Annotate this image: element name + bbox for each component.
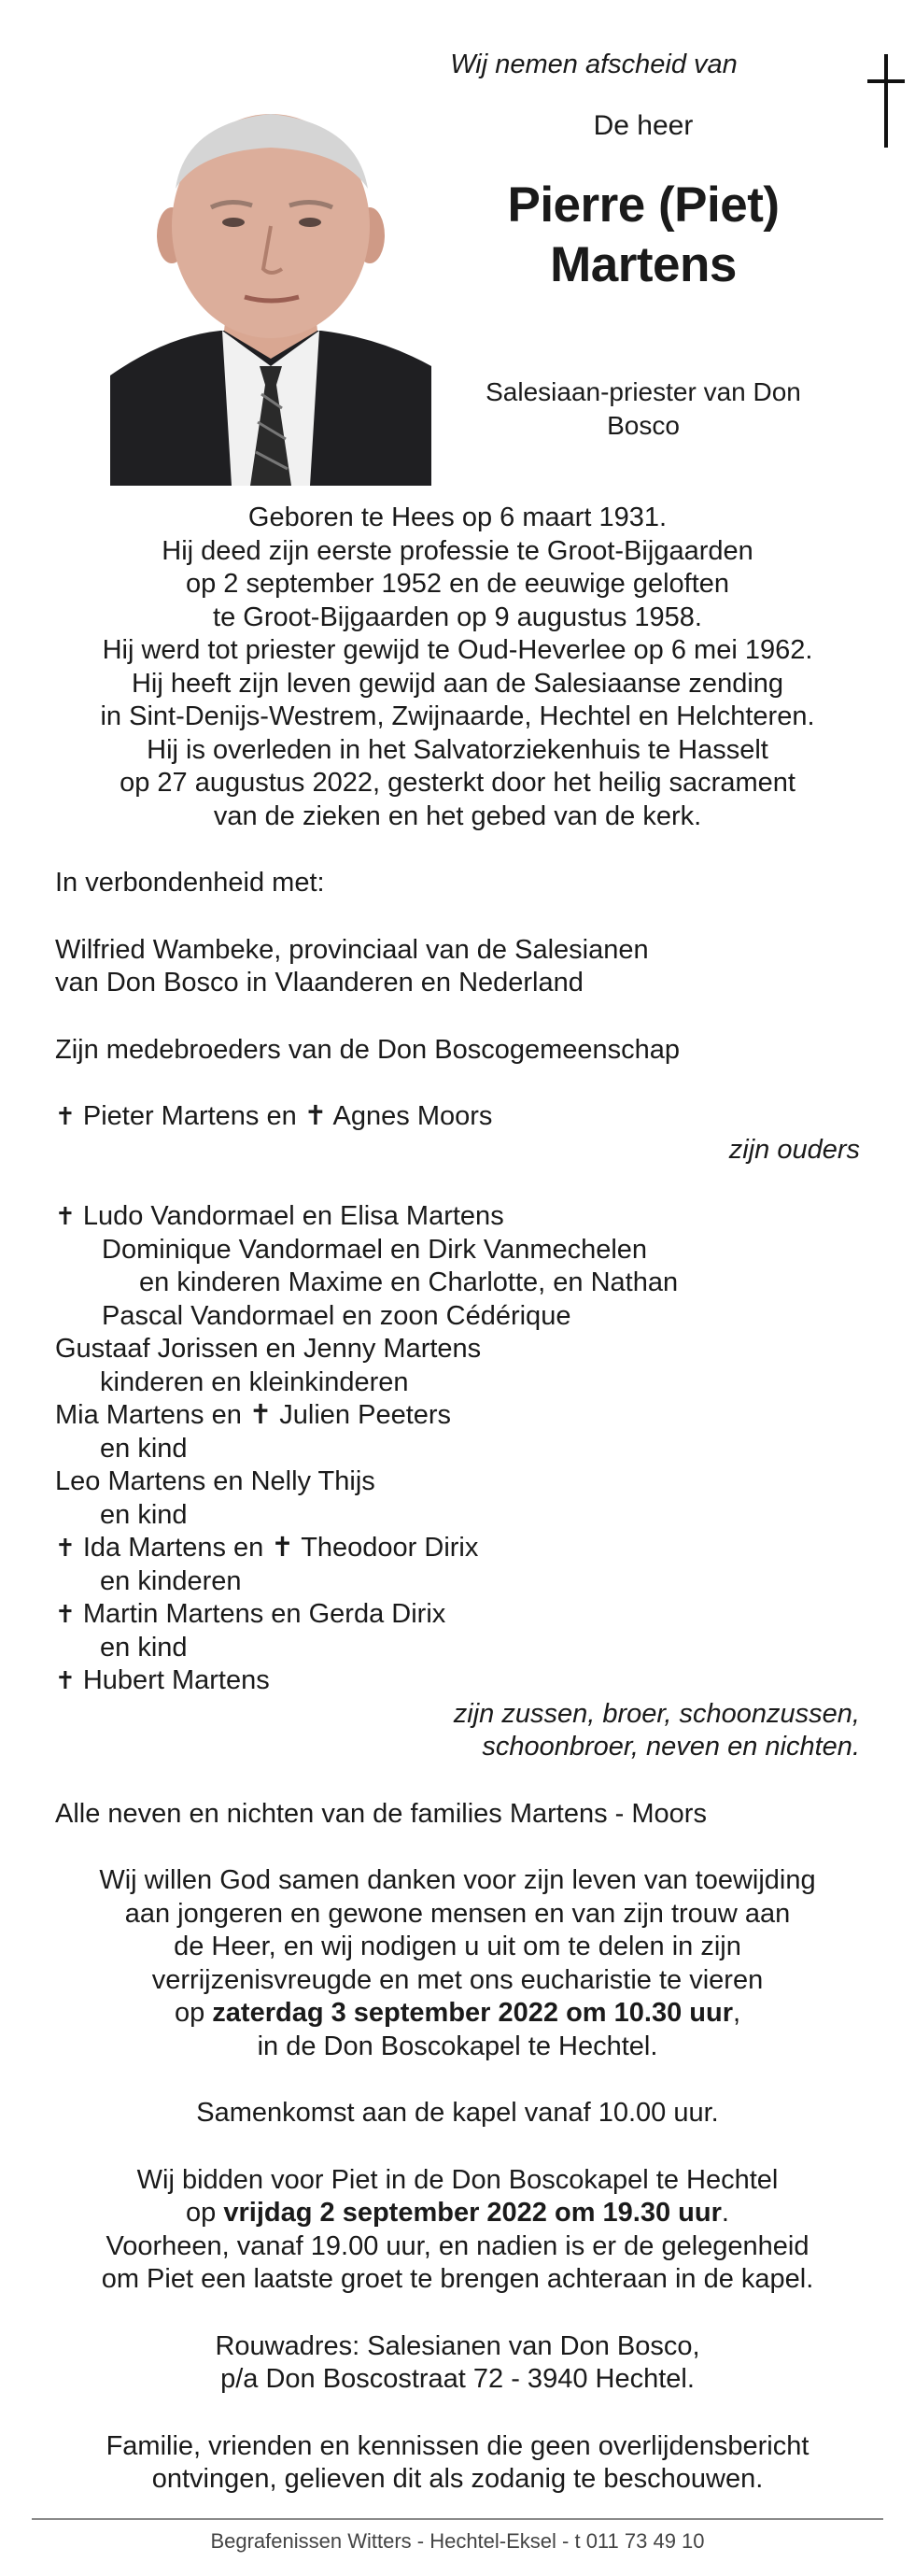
bio-line: op 2 september 1952 en de eeuwige geloften [185, 569, 730, 599]
address-line: p/a Don Boscostraat 72 - 3940 Hechtel. [220, 2364, 695, 2394]
service-line: verrijzenisvreugde en met ons eucharistie te vieren [151, 1964, 764, 1995]
family-line: ✝ Ludo Vandormael en Elisa Martens [55, 1201, 504, 1231]
small-cross-icon: ✝ [55, 1534, 76, 1562]
address-line: Rouwadres: Salesianen van Don Bosco, [215, 2330, 700, 2361]
parents-line: ✝ Pieter Martens en ✝ Agnes Moors [55, 1101, 493, 1131]
family-line: Pascal Vandormael en zoon Cédérique [102, 1300, 571, 1331]
family-line: Dominique Vandormael en Dirk Vanmechelen [102, 1234, 648, 1265]
prayer-line: om Piet een laatste groet te brengen achteraan in de kapel. [101, 2264, 814, 2294]
family-line: en kind [100, 1499, 188, 1530]
provincial-line: van Don Bosco in Vlaanderen en Nederland [55, 968, 584, 998]
family-line: ✝ Ida Martens en ✝ Theodoor Dirix [55, 1533, 479, 1563]
latin-cross-icon [867, 54, 905, 148]
service-location: in de Don Boscokapel te Hechtel. [257, 2031, 658, 2061]
bio-line: in Sint-Denijs-Westrem, Zwijnaarde, Hechtel en Helchteren. [100, 701, 815, 731]
service-date: zaterdag 3 september 2022 om 10.30 uur [212, 1998, 733, 2028]
siblings-list [55, 1200, 860, 1698]
service-date-line: op zaterdag 3 september 2022 om 10.30 uur, [174, 1998, 741, 2028]
prayer-date: vrijdag 2 september 2022 om 19.30 uur [223, 2198, 722, 2228]
confreres-line: Zijn medebroeders van de Don Boscogemeenschap [55, 1034, 681, 1065]
family-line: kinderen en kleinkinderen [100, 1366, 409, 1397]
family-line: Mia Martens en ✝ Julien Peeters [55, 1400, 452, 1430]
closing-line: Familie, vrienden en kennissen die geen overlijdensbericht [106, 2430, 809, 2461]
family-line: en kinderen Maxime en Charlotte, en Nathan [139, 1267, 679, 1297]
bio-line: Hij deed zijn eerste professie te Groot-Bijgaarden [162, 535, 753, 566]
bio-line: op 27 augustus 2022, gesterkt door het heilig sacrament [120, 768, 795, 798]
prayer-line: Voorheen, vanaf 19.00 uur, en nadien is er de gelegenheid [106, 2230, 809, 2261]
family-section [55, 867, 860, 1831]
bio-line: Hij werd tot priester gewijd te Oud-Heverlee op 6 mei 1962. [102, 635, 813, 665]
bio-line: van de zieken en het gebed van de kerk. [213, 800, 702, 831]
family-line: ✝ Hubert Martens [55, 1665, 270, 1695]
funeral-home-footer: Begrafenissen Witters - Hechtel-Eksel - t 011 73 49 10 [210, 2529, 705, 2553]
service-section [55, 1864, 860, 2130]
deceased-name [466, 176, 821, 295]
address-section [55, 2330, 860, 2397]
bio-line: Geboren te Hees op 6 maart 1931. [247, 502, 668, 532]
prayer-date-line: op vrijdag 2 september 2022 om 19.30 uur. [186, 2198, 729, 2228]
service-line: aan jongeren en gewone mensen en van zijn trouw aan [124, 1898, 791, 1929]
title-prefix: De heer [593, 110, 694, 141]
small-cross-icon: ✝ [55, 1600, 76, 1628]
family-intro: In verbondenheid met: [55, 868, 325, 898]
small-cross-icon: ✝ [55, 1102, 76, 1130]
family-line: Gustaaf Jorissen en Jenny Martens [55, 1334, 482, 1364]
deceased-name-line2: Martens [550, 237, 737, 292]
deceased-role: Salesiaan-priester van Don Bosco [486, 377, 801, 440]
portrait-image [110, 86, 431, 486]
prayer-line: Wij bidden voor Piet in de Don Boscokapel te Hechtel [136, 2164, 779, 2195]
footer-divider [32, 2518, 883, 2520]
provincial-line: Wilfried Wambeke, provinciaal van de Salesianen [55, 934, 649, 965]
bio-line: te Groot-Bijgaarden op 9 augustus 1958. [213, 602, 702, 632]
gathering-line: Samenkomst aan de kapel vanaf 10.00 uur. [196, 2098, 719, 2128]
siblings-role: schoonbroer, neven en nichten. [482, 1732, 860, 1762]
family-line: ✝ Martin Martens en Gerda Dirix [55, 1599, 446, 1629]
parents-role: zijn ouders [728, 1134, 860, 1165]
family-line: en kind [100, 1433, 188, 1464]
portrait-photo [110, 86, 431, 486]
intro-line: Wij nemen afscheid van [450, 50, 738, 79]
header [55, 0, 860, 495]
small-cross-icon: ✝ [55, 1666, 76, 1694]
biography [55, 502, 860, 833]
family-line: en kinderen [100, 1565, 242, 1596]
bio-line: Hij is overleden in het Salvatorziekenhuis te Hasselt [147, 734, 768, 765]
deceased-name-line1: Pierre (Piet) [507, 177, 780, 233]
small-cross-icon: ✝ [55, 1202, 76, 1230]
prayer-section [55, 2164, 860, 2297]
service-line: Wij willen God samen danken voor zijn leven van toewijding [99, 1865, 816, 1895]
family-line: en kind [100, 1632, 188, 1663]
closing-section [55, 2430, 860, 2497]
closing-line: ontvingen, gelieven dit als zodanig te beschouwen. [151, 2464, 764, 2494]
service-line: de Heer, en wij nodigen u uit om te delen in zijn [174, 1932, 741, 1961]
siblings-role: zijn zussen, broer, schoonzussen, [453, 1698, 860, 1729]
family-line: Leo Martens en Nelly Thijs [55, 1466, 375, 1496]
bio-line: Hij heeft zijn leven gewijd aan de Salesiaanse zending [131, 668, 784, 699]
cousins-line: Alle neven en nichten van de families Martens - Moors [55, 1798, 707, 1829]
